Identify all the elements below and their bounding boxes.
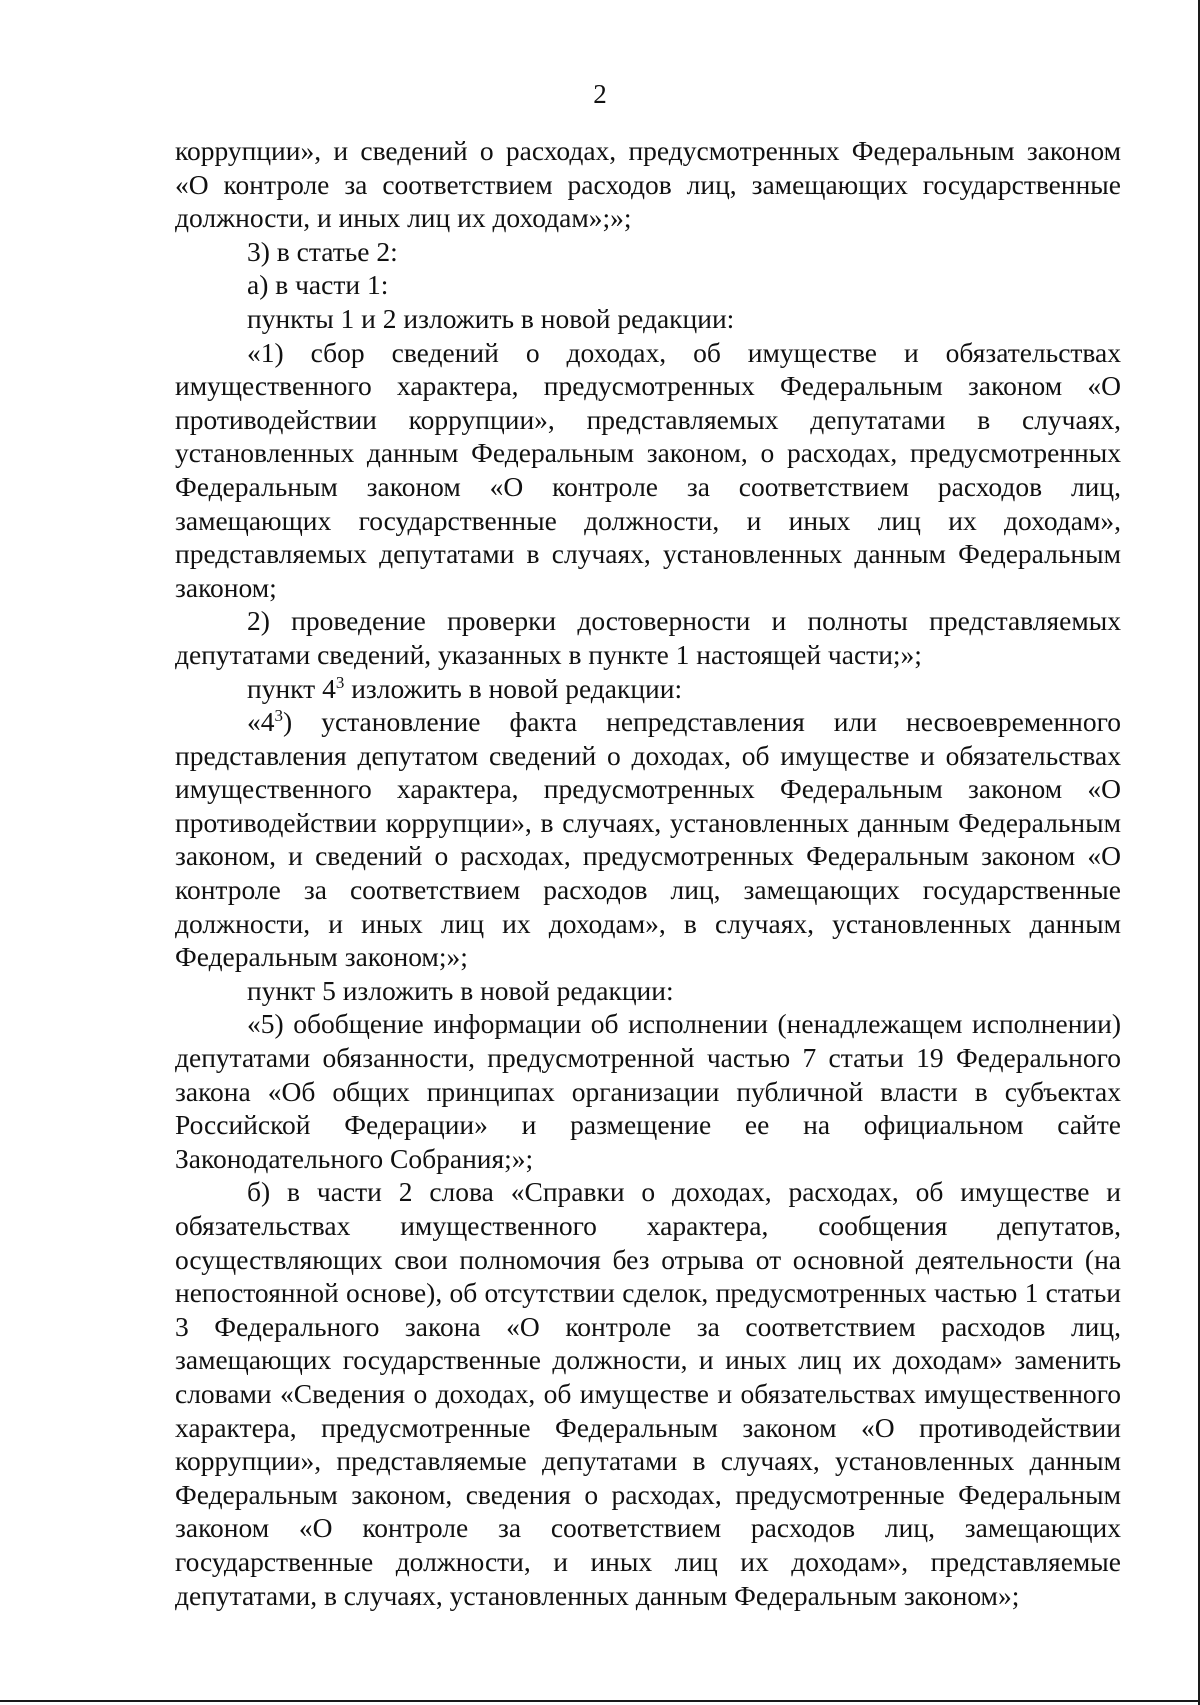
text-segment: «4 [247,706,275,738]
paragraph-item-2: 2) проведение проверки достоверности и полноты представляемых депутатами сведений, указанных в пункте 1 настоящей части;»; [175,605,1121,670]
text-segment: пункт 4 [247,672,336,704]
paragraph-item-5: «5) обобщение информации об исполнении (ненадлежащем исполнении) депутатами обязанности, предусмотренной частью 7 статьи 19 Федерального закона «Об общих принципах организации публичной власти в субъектах Российской Федерации» и размещение ее на официальном сайте Законодательного Собрания;»; [175,1008,1121,1174]
paragraph-part-1: а) в части 1: [247,269,389,301]
document-body [175,134,1121,1612]
superscript: 3 [274,706,283,726]
text-segment: ) установление факта непредставления или несвоевременного представления депутатом сведений о доходах, об имуществе и обязательствах имущественного характера, предусмотренных Федеральным законом «О противодействии коррупции», в случаях, установленных данным Федеральным законом, и сведений о расходах, предусмотренных Федеральным законом «О контроле за соответствием расходов лиц, замещающих государственные должности, и иных лиц их доходам», в случаях, установленных данным Федеральным законом;»; [175,706,1121,973]
paragraph-article-2: 3) в статье 2: [247,235,398,267]
paragraph-item-4-3 [175,705,1121,974]
paragraph-part-2: б) в части 2 слова «Справки о доходах, расходах, об имуществе и обязательствах имущественного характера, сообщения депутатов, осуществляющих свои полномочия без отрыва от основной деятельности (на непостоянной основе), об отсутствии сделок, предусмотренных частью 1 статьи 3 Федерального закона «О контроле за соответствием расходов лиц, замещающих государственные должности, и иных лиц их доходам» заменить словами «Сведения о доходах, об имуществе и обязательствах имущественного характера, предусмотренные Федеральным законом «О противодействии коррупции», представляемые депутатами в случаях, установленных данным Федеральным законом, сведения о расходах, предусмотренные Федеральным законом «О контроле за соответствием расходов лиц, замещающих государственные должности, и иных лиц их доходам», представляемые депутатами, в случаях, установленных данным Федеральным законом»; [175,1176,1121,1611]
paragraph-item-5-intro: пункт 5 изложить в новой редакции: [247,974,674,1006]
paragraph-item-4-3-intro [175,672,1121,706]
text-segment: изложить в новой редакции: [344,672,683,704]
paragraph-item-1: «1) сбор сведений о доходах, об имуществе и обязательствах имущественного характера, предусмотренных Федеральным законом «О противодействии коррупции», представляемых депутатами в случаях, установленных данным Федеральным законом, о расходах, предусмотренных Федеральным законом «О контроле за соответствием расходов лиц, замещающих государственные должности, и иных лиц их доходам», представляемых депутатами в случаях, установленных данным Федеральным законом; [175,336,1121,603]
paragraph-items-1-2-intro: пункты 1 и 2 изложить в новой редакции: [247,302,735,334]
page-number: 2 [593,79,607,109]
page-edge-bottom [0,1700,1200,1702]
superscript: 3 [335,672,345,692]
paragraph-continuation: коррупции», и сведений о расходах, предусмотренных Федеральным законом «О контроле за соответствием расходов лиц, замещающих государственные должности, и иных лиц их доходам»;»; [175,135,1121,234]
